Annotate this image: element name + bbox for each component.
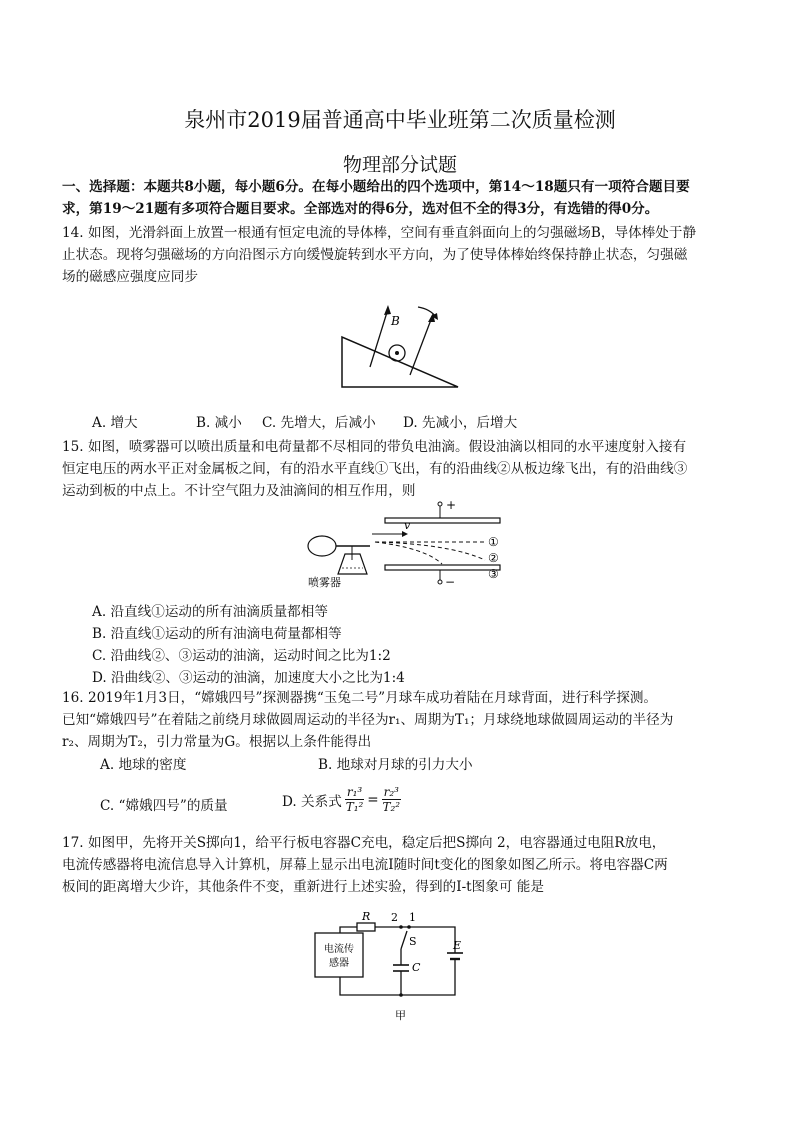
fraction-r1-t1 bbox=[345, 785, 364, 814]
q16-option-b[interactable]: B. 地球对月球的引力大小 bbox=[318, 757, 473, 773]
path-2-label: ② bbox=[488, 551, 499, 565]
switch-blade bbox=[401, 931, 407, 949]
equals-sign: = bbox=[367, 791, 379, 808]
sensor-label-line2: 感器 bbox=[329, 958, 349, 969]
switch-node-1 bbox=[407, 925, 411, 929]
q15-option-d[interactable]: D. 沿曲线②、③运动的油滴，加速度大小之比为1:4 bbox=[92, 670, 405, 686]
path-1-label: ① bbox=[488, 535, 499, 549]
incline-triangle bbox=[342, 337, 458, 387]
fraction-r1-denominator: T₁² bbox=[345, 800, 364, 814]
q15-text-line1: 15. 如图，喷雾器可以喷出质量和电荷量都不尽相同的带负电油滴。假设油滴以相同的水平速度射入接有 bbox=[62, 439, 687, 455]
q14-option-c[interactable]: C. 先增大，后减小 bbox=[262, 415, 376, 431]
resistor-label: R bbox=[362, 910, 371, 923]
q16-text-line3: r₂、周期为T₂，引力常量为G。根据以上条件能得出 bbox=[62, 734, 372, 750]
lower-terminal bbox=[438, 580, 442, 584]
q15-option-a[interactable]: A. 沿直线①运动的所有油滴质量都相等 bbox=[92, 604, 328, 620]
fraction-r2-numerator: r₂³ bbox=[383, 785, 399, 799]
q16-option-d[interactable] bbox=[282, 785, 401, 814]
current-sensor-box bbox=[315, 933, 363, 977]
q16-text-line1: 16. 2019年1月3日，“嫦娥四号”探测器携“玉兔二号”月球车成功着陆在月球背面，进行科学探测。 bbox=[62, 690, 658, 706]
page-subtitle: 物理部分试题 bbox=[342, 154, 457, 176]
q14-option-b[interactable]: B. 减小 bbox=[196, 415, 242, 431]
lower-plate bbox=[385, 565, 500, 570]
q14-figure-incline bbox=[330, 295, 470, 395]
q16-text-line2: 已知“嫦娥四号”在着陆之前绕月球做圆周运动的半径为r₁、周期为T₁；月球绕地球做圆周运动的半径为 bbox=[62, 712, 674, 728]
field-line-left bbox=[370, 309, 388, 367]
current-out-dot bbox=[395, 351, 399, 355]
velocity-label: v bbox=[404, 519, 411, 532]
switch-label: S bbox=[409, 935, 417, 948]
path-3-label: ③ bbox=[488, 567, 499, 581]
q14-text-line2: 止状态。现将匀强磁场的方向沿图示方向缓慢旋转到水平方向，为了使导体棒始终保持静止状态，匀强磁 bbox=[62, 247, 688, 263]
q17-circuit-figure bbox=[305, 905, 480, 1025]
path-3-curve bbox=[375, 542, 442, 564]
field-line-right bbox=[410, 317, 432, 375]
q17-text-line3: 板间的距离增大少许，其他条件不变，重新进行上述实验，得到的I-t图象可 能是 bbox=[62, 879, 544, 895]
q15-figure-sprayer-plates bbox=[300, 498, 510, 588]
upper-plate bbox=[385, 518, 500, 523]
q15-option-b[interactable]: B. 沿直线①运动的所有油滴电荷量都相等 bbox=[92, 626, 342, 642]
q16-option-c[interactable]: C. “嫦娥四号”的质量 bbox=[100, 798, 228, 814]
figure-caption: 甲 bbox=[395, 1009, 406, 1022]
fraction-r2-t2 bbox=[382, 785, 401, 814]
field-label-b: B bbox=[391, 314, 400, 328]
plus-sign: + bbox=[446, 498, 457, 512]
q14-option-d[interactable]: D. 先减小，后增大 bbox=[403, 415, 518, 431]
q14-option-a[interactable]: A. 增大 bbox=[92, 415, 138, 431]
q14-text-line1: 14. 如图，光滑斜面上放置一根通有恒定电流的导体棒，空间有垂直斜面向上的匀强磁场B，导体棒处于静 bbox=[62, 225, 697, 241]
q17-text-line1: 17. 如图甲，先将开关S掷向1，给平行板电容器C充电，稳定后把S掷向 2，电容器通过电阻R放电， bbox=[62, 835, 666, 851]
q16-option-d-label: D. 关系式 bbox=[282, 793, 342, 810]
switch-terminal-1-label: 1 bbox=[409, 911, 416, 924]
resistor-r bbox=[357, 923, 375, 931]
sensor-label-line1: 电流传 bbox=[324, 944, 354, 955]
q15-text-line2: 恒定电压的两水平正对金属板之间，有的沿水平直线①飞出，有的沿曲线②从板边缘飞出，有的沿曲线③ bbox=[62, 461, 688, 477]
section-instructions-line2: 求，第19～21题有多项符合题目要求。全部选对的得6分，选对但不全的得3分，有选错的得0分。 bbox=[62, 201, 659, 217]
sprayer-caption: 喷雾器 bbox=[308, 576, 341, 588]
battery-label: E bbox=[453, 939, 462, 952]
field-arrowhead-left bbox=[384, 305, 391, 315]
switch-terminal-2-label: 2 bbox=[391, 911, 398, 924]
fraction-r2-denominator: T₂² bbox=[382, 800, 401, 814]
q14-text-line3: 场的磁感应强度应同步 bbox=[62, 269, 198, 285]
junction-node bbox=[399, 993, 403, 997]
q17-text-line2: 电流传感器将电流信息导入计算机，屏幕上显示出电流I随时间t变化的图象如图乙所示。将电容器C两 bbox=[62, 857, 668, 873]
q15-option-c[interactable]: C. 沿曲线②、③运动的油滴，运动时间之比为1:2 bbox=[92, 648, 391, 664]
upper-terminal bbox=[438, 502, 442, 506]
page-title: 泉州市2019届普通高中毕业班第二次质量检测 bbox=[184, 108, 616, 132]
capacitor-label: C bbox=[412, 961, 421, 974]
minus-sign: − bbox=[445, 575, 456, 588]
fraction-r1-numerator: r₁³ bbox=[346, 785, 363, 799]
q15-text-line3: 运动到板的中点上。不计空气阻力及油滴间的相互作用，则 bbox=[62, 483, 416, 499]
switch-node-2 bbox=[399, 925, 403, 929]
section-instructions-line1: 一、选择题：本题共8小题，每小题6分。在每小题给出的四个选项中，第14～18题只有一项符合题目要 bbox=[62, 179, 690, 195]
sprayer-bulb bbox=[308, 536, 336, 556]
q16-option-a[interactable]: A. 地球的密度 bbox=[100, 757, 187, 773]
